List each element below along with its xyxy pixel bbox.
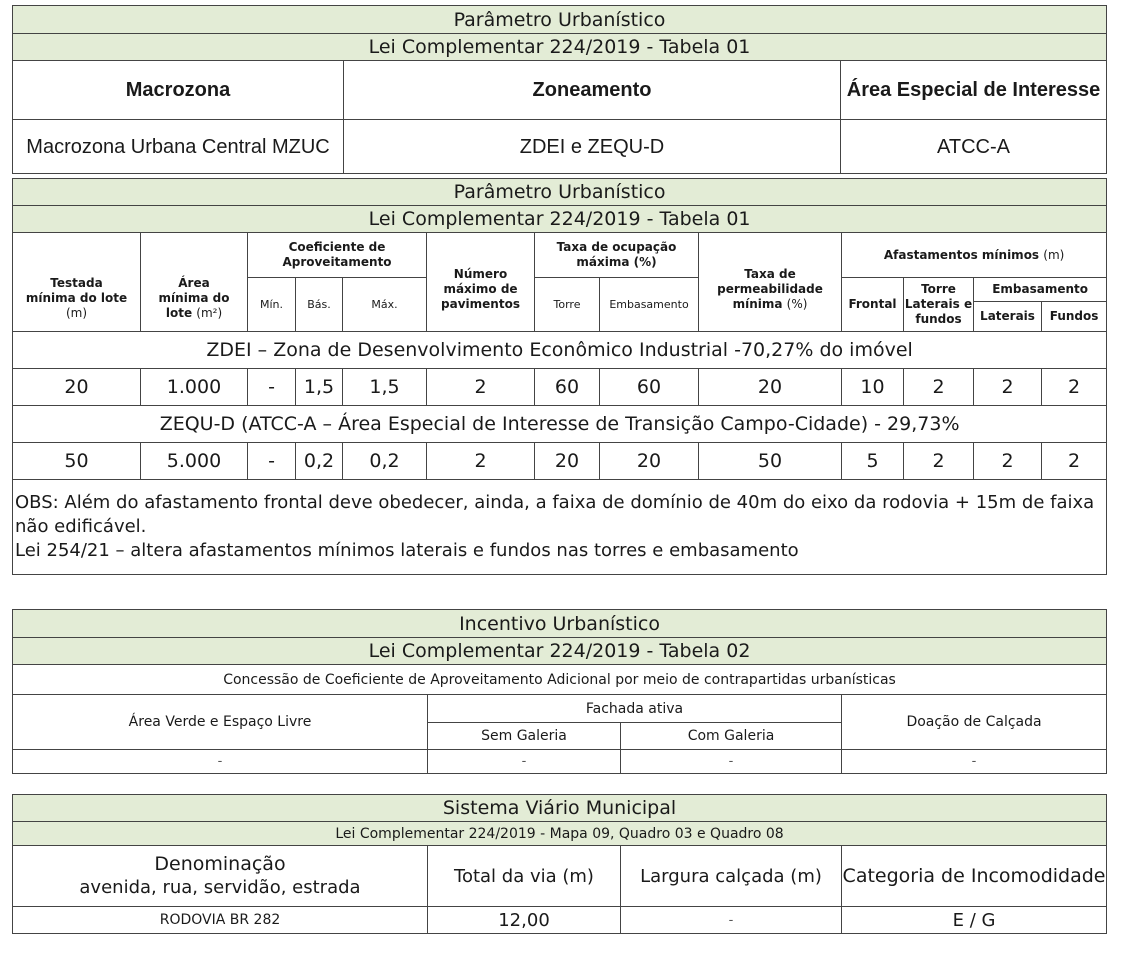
table-cell: 20 [13,369,141,406]
table-cell: 20 [535,443,600,480]
table-cell: - [842,750,1107,774]
table-cell: 20 [600,443,699,480]
table-cell: - [248,443,296,480]
parametro-subtitle-2: Lei Complementar 224/2019 - Tabela 01 [13,206,1107,233]
table-cell: 2 [427,443,535,480]
sistema-title: Sistema Viário Municipal [13,795,1107,822]
via-total: 12,00 [428,907,621,934]
table-cell: 2 [974,369,1042,406]
table-cell: 2 [974,443,1042,480]
via-nome: RODOVIA BR 282 [13,907,428,934]
permeabilidade-header: Taxa de permeabilidade mínima (%) [699,233,842,332]
via-categoria: E / G [842,907,1107,934]
via-largura: - [621,907,842,934]
incentivo-table [12,609,1107,774]
zdei-row [13,369,1107,406]
table-cell: - [13,750,428,774]
table-cell: 60 [535,369,600,406]
table-cell: - [248,369,296,406]
obs-line-2: Lei 254/21 – altera afastamentos mínimos laterais e fundos nas torres e embasamento [15,540,799,561]
torre-laterais-header: Torre Laterais e fundos [904,278,974,332]
sistema-subtitle: Lei Complementar 224/2019 - Mapa 09, Quadro 03 e Quadro 08 [13,822,1107,846]
total-via-header: Total da via (m) [428,846,621,907]
area-especial-value: ATCC-A [841,120,1107,174]
table-cell: 20 [699,369,842,406]
table-cell: 50 [13,443,141,480]
categoria-header: Categoria de Incomodidade [842,846,1107,907]
table-cell: 1,5 [343,369,427,406]
obs-note [13,480,1107,575]
area-especial-header: Área Especial de Interesse [841,61,1107,120]
com-galeria-header: Com Galeria [621,723,842,750]
macrozona-header: Macrozona [13,61,344,120]
zone-table [12,5,1107,174]
max-header: Máx. [343,278,427,332]
table-cell: - [621,750,842,774]
table-cell: 2 [904,443,974,480]
zdei-label: ZDEI – Zona de Desenvolvimento Econômico Industrial -70,27% do imóvel [13,332,1107,369]
table-cell: 60 [600,369,699,406]
table-cell: - [428,750,621,774]
taxa-ocupacao-header: Taxa de ocupação máxima (%) [535,233,699,278]
parametro-subtitle-1: Lei Complementar 224/2019 - Tabela 01 [13,34,1107,61]
table-cell: 1,5 [296,369,343,406]
concessao-label: Concessão de Coeficiente de Aproveitamento Adicional por meio de contrapartidas urbanísticas [13,665,1107,695]
doacao-calcada-header: Doação de Calçada [842,695,1107,750]
zoneamento-value: ZDEI e ZEQU-D [344,120,841,174]
parametro-title-1: Parâmetro Urbanístico [13,6,1107,34]
zequ-label: ZEQU-D (ATCC-A – Área Especial de Interesse de Transição Campo-Cidade) - 29,73% [13,406,1107,443]
sistema-viario-table [12,794,1107,934]
table-cell: 2 [1042,443,1107,480]
sem-galeria-header: Sem Galeria [428,723,621,750]
embasamento-header: Embasamento [600,278,699,332]
zequ-row [13,443,1107,480]
parametro-title-2: Parâmetro Urbanístico [13,179,1107,206]
torre-header: Torre [535,278,600,332]
fundos-header: Fundos [1042,302,1107,332]
table-cell: 5.000 [141,443,248,480]
bas-header: Bás. [296,278,343,332]
table-cell: 2 [1042,369,1107,406]
table-cell: 5 [842,443,904,480]
table-cell: 0,2 [296,443,343,480]
incentivo-subtitle: Lei Complementar 224/2019 - Tabela 02 [13,638,1107,665]
area-header: Área mínima do lote (m²) [141,233,248,332]
parametros-table [12,178,1107,575]
frontal-header: Frontal [842,278,904,332]
fachada-ativa-header: Fachada ativa [428,695,842,723]
table-cell: 50 [699,443,842,480]
pavimentos-header: Número máximo de pavimentos [427,233,535,332]
table-cell: 1.000 [141,369,248,406]
table-cell: 10 [842,369,904,406]
zoneamento-header: Zoneamento [344,61,841,120]
afastamentos-header: Afastamentos mínimos (m) [842,233,1107,278]
incentivo-title: Incentivo Urbanístico [13,610,1107,638]
largura-calcada-header: Largura calçada (m) [621,846,842,907]
table-cell: 2 [427,369,535,406]
table-cell: 2 [904,369,974,406]
table-cell: 0,2 [343,443,427,480]
emb-header: Embasamento [974,278,1107,302]
testada-header: Testada mínima do lote (m) [13,233,141,332]
area-verde-header: Área Verde e Espaço Livre [13,695,428,750]
obs-line-1: OBS: Além do afastamento frontal deve obedecer, ainda, a faixa de domínio de 40m do eixo da rodovia + 15m de faixa não edificável. [15,492,1095,537]
laterais-header: Laterais [974,302,1042,332]
coeficiente-header: Coeficiente de Aproveitamento [248,233,427,278]
min-header: Mín. [248,278,296,332]
macrozona-value: Macrozona Urbana Central MZUC [13,120,344,174]
denominacao-header: Denominação avenida, rua, servidão, estrada [13,846,428,907]
